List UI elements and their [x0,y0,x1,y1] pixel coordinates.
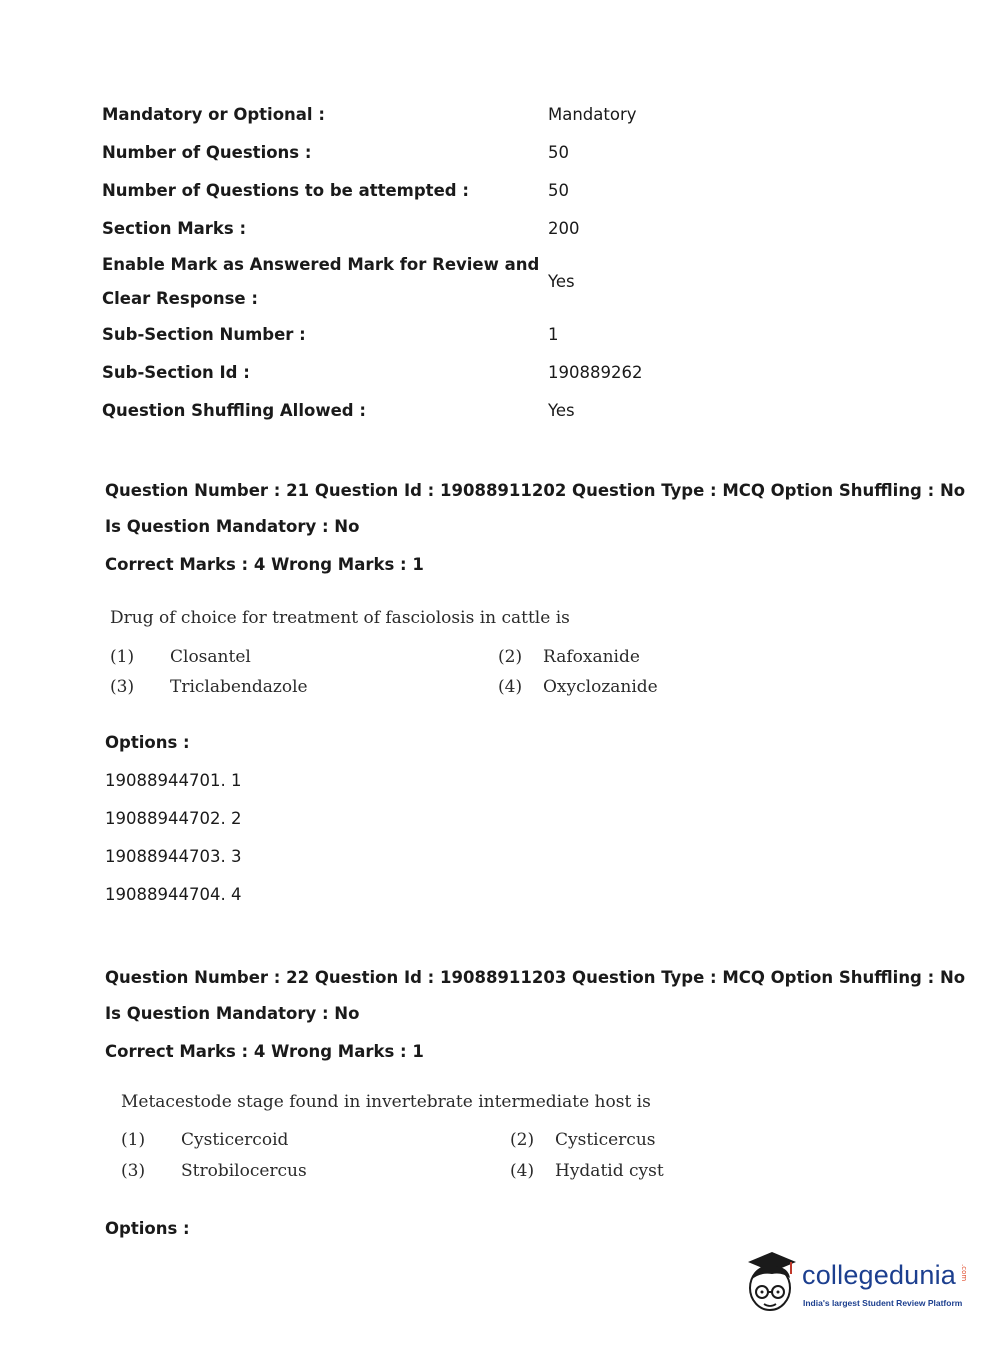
question-21-text: Drug of choice for treatment of fasciolosis in cattle is [110,608,570,628]
question-marks: Correct Marks : 4 Wrong Marks : 1 [105,555,424,574]
option-id: 19088944702. 2 [105,809,242,828]
meta-value: 50 [548,143,569,162]
question-21-options-label: Options : [105,733,190,752]
choice-number: (2) [498,647,523,667]
meta-label [102,248,548,316]
meta-value: 200 [548,219,580,238]
meta-label: Sub-Section Id : [102,363,250,382]
choice-text: Cysticercus [555,1130,656,1150]
question-21-choice-2 [498,647,640,667]
meta-value: 1 [548,325,559,344]
choice-text: Cysticercoid [181,1130,289,1150]
meta-label: Sub-Section Number : [102,325,306,344]
question-21-choice-4 [498,677,658,697]
choice-number: (4) [510,1161,535,1181]
question-marks: Correct Marks : 4 Wrong Marks : 1 [105,1042,424,1061]
question-mandatory: Is Question Mandatory : No [105,1004,360,1023]
meta-value: Yes [548,272,575,291]
question-22-text: Metacestode stage found in invertebrate intermediate host is [121,1092,651,1112]
question-22-choice-4 [510,1161,664,1181]
choice-number: (4) [498,677,523,697]
meta-value: 50 [548,181,569,200]
option-id: 19088944701. 1 [105,771,242,790]
question-22-header [105,961,965,1071]
choice-text: Triclabendazole [170,677,308,697]
choice-text: Oxyclozanide [543,677,658,697]
logo-tagline: India's largest Student Review Platform [803,1298,963,1308]
question-22-options-label: Options : [105,1219,190,1238]
choice-text: Closantel [170,647,251,667]
meta-label-line2: Clear Response : [102,289,258,308]
logo-dotcom-text: .com [960,1264,968,1282]
meta-value: Yes [548,401,575,420]
collegedunia-logo [742,1248,972,1320]
choice-text: Hydatid cyst [555,1161,664,1181]
question-header-line: Question Number : 21 Question Id : 19088911202 Question Type : MCQ Option Shuffling : No [105,481,966,500]
meta-value: Mandatory [548,105,637,124]
question-22-choice-1 [121,1130,288,1150]
meta-label: Section Marks : [102,219,247,238]
question-21-choice-1 [110,647,251,667]
choice-text: Strobilocercus [181,1161,307,1181]
meta-row-mandatory [102,96,862,134]
meta-row-subsection-id [102,354,862,392]
question-21-choice-3 [110,677,308,697]
option-id: 19088944704. 4 [105,885,242,904]
question-mandatory: Is Question Mandatory : No [105,517,360,536]
choice-number: (3) [110,677,135,697]
question-22-choice-2 [510,1130,656,1150]
choice-number: (3) [121,1161,146,1181]
meta-label: Number of Questions : [102,143,312,162]
question-header-line: Question Number : 22 Question Id : 19088911203 Question Type : MCQ Option Shuffling : No [105,968,966,987]
meta-row-section-marks [102,210,862,248]
meta-label: Question Shuffling Allowed : [102,401,366,420]
meta-row-to-attempt [102,172,862,210]
question-22-choice-3 [121,1161,307,1181]
meta-row-shuffling [102,392,862,430]
meta-label-line1: Enable Mark as Answered Mark for Review and [102,255,540,274]
option-id: 19088944703. 3 [105,847,242,866]
choice-number: (1) [121,1130,146,1150]
mascot-icon [742,1248,802,1320]
section-metadata [102,96,862,430]
meta-row-subsection-number [102,316,862,354]
meta-row-num-questions [102,134,862,172]
choice-number: (1) [110,647,135,667]
question-21-header [105,474,965,584]
meta-label: Number of Questions to be attempted : [102,181,469,200]
meta-value: 190889262 [548,363,643,382]
choice-number: (2) [510,1130,535,1150]
choice-text: Rafoxanide [543,647,640,667]
meta-row-mark-review [102,248,862,316]
meta-label: Mandatory or Optional : [102,105,325,124]
logo-brand-text: collegedunia [802,1260,957,1290]
